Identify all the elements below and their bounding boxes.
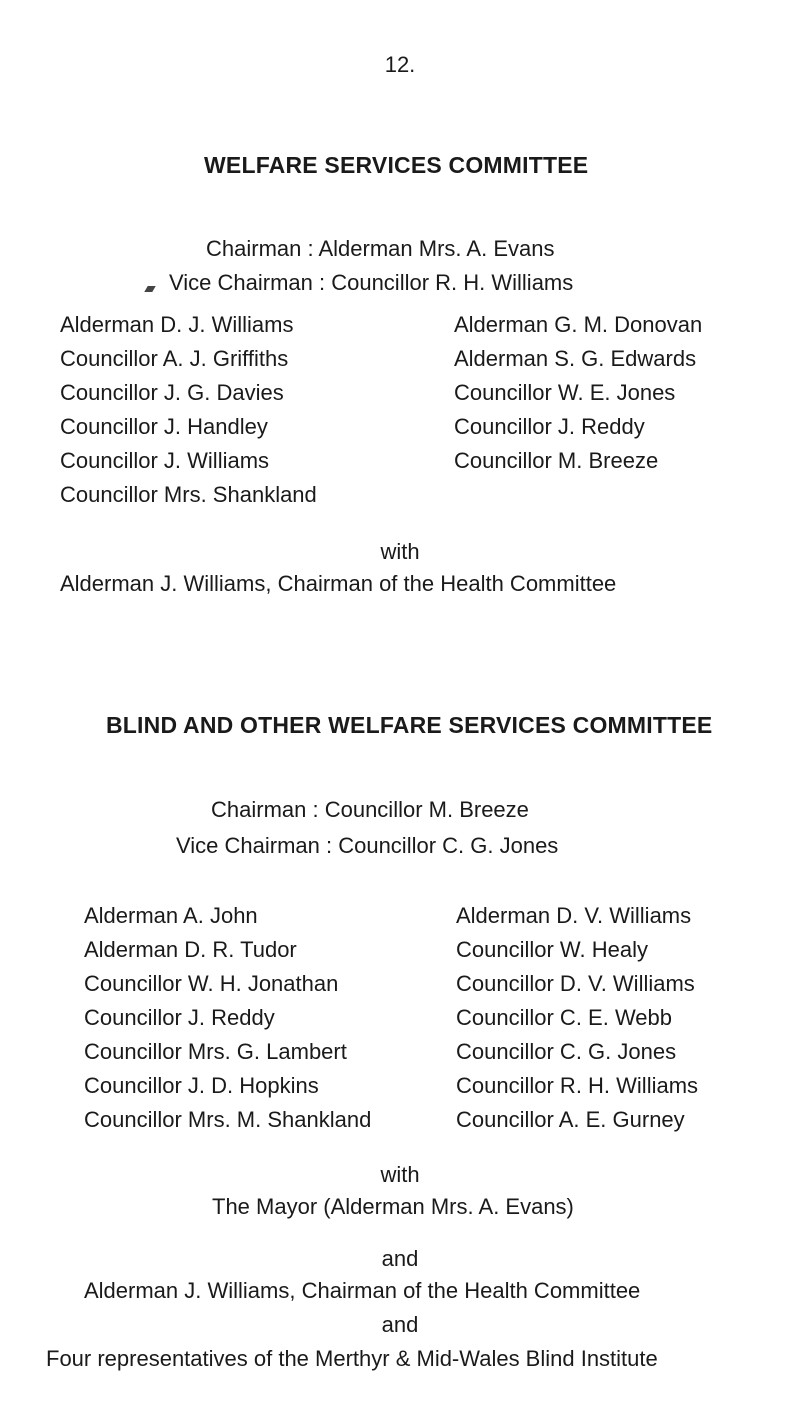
welfare-left-member: Councillor J. G. Davies [60, 380, 284, 405]
blind-left-member: Councillor W. H. Jonathan [84, 971, 339, 996]
welfare-right-member: Councillor J. Reddy [454, 414, 645, 439]
welfare-left-member: Councillor J. Handley [60, 414, 268, 439]
welfare-right-member: Councillor M. Breeze [454, 448, 659, 473]
blind-with-health: Alderman J. Williams, Chairman of the Health Committee [84, 1278, 641, 1303]
welfare-left-member: Councillor A. J. Griffiths [60, 346, 289, 371]
blind-with-mayor: The Mayor (Alderman Mrs. A. Evans) [212, 1194, 574, 1219]
blind-chairman: Chairman : Councillor M. Breeze [211, 797, 529, 822]
blind-left-member: Councillor J. D. Hopkins [84, 1073, 319, 1098]
welfare-vice-chairman: Vice Chairman : Councillor R. H. Williams [169, 270, 574, 295]
blind-right-member: Councillor R. H. Williams [456, 1073, 699, 1098]
welfare-left-member: Councillor J. Williams [60, 448, 270, 473]
blind-with-label: with [380, 1162, 420, 1187]
blind-right-member: Councillor A. E. Gurney [456, 1107, 685, 1132]
welfare-right-member: Alderman G. M. Donovan [454, 312, 703, 337]
blind-and-label-2: and [381, 1312, 419, 1337]
blind-right-member: Councillor W. Healy [456, 937, 648, 962]
welfare-chairman: Chairman : Alderman Mrs. A. Evans [206, 236, 555, 261]
blind-left-member: Councillor Mrs. G. Lambert [84, 1039, 347, 1064]
welfare-with-member: Alderman J. Williams, Chairman of the Health Committee [60, 571, 617, 596]
blind-representatives: Four representatives of the Merthyr & Mid-Wales Blind Institute [46, 1346, 658, 1371]
welfare-right-member: Councillor W. E. Jones [454, 380, 676, 405]
blind-committee-title: BLIND AND OTHER WELFARE SERVICES COMMITTEE [106, 712, 713, 738]
blind-left-member: Councillor Mrs. M. Shankland [84, 1107, 372, 1132]
welfare-left-member: Councillor Mrs. Shankland [60, 482, 317, 507]
page-number: 12. [384, 52, 416, 77]
blind-left-member: Councillor J. Reddy [84, 1005, 275, 1030]
blind-right-member: Councillor D. V. Williams [456, 971, 695, 996]
blind-right-member: Councillor C. E. Webb [456, 1005, 673, 1030]
blind-left-member: Alderman D. R. Tudor [84, 937, 297, 962]
blind-right-member: Councillor C. G. Jones [456, 1039, 677, 1064]
stray-mark [144, 286, 155, 292]
welfare-with-label: with [380, 539, 420, 564]
blind-right-member: Alderman D. V. Williams [456, 903, 692, 928]
welfare-left-member: Alderman D. J. Williams [60, 312, 294, 337]
welfare-right-member: Alderman S. G. Edwards [454, 346, 697, 371]
blind-left-member: Alderman A. John [84, 903, 258, 928]
blind-vice-chairman: Vice Chairman : Councillor C. G. Jones [176, 833, 559, 858]
blind-and-label-1: and [381, 1246, 419, 1271]
welfare-committee-title: WELFARE SERVICES COMMITTEE [204, 152, 589, 178]
